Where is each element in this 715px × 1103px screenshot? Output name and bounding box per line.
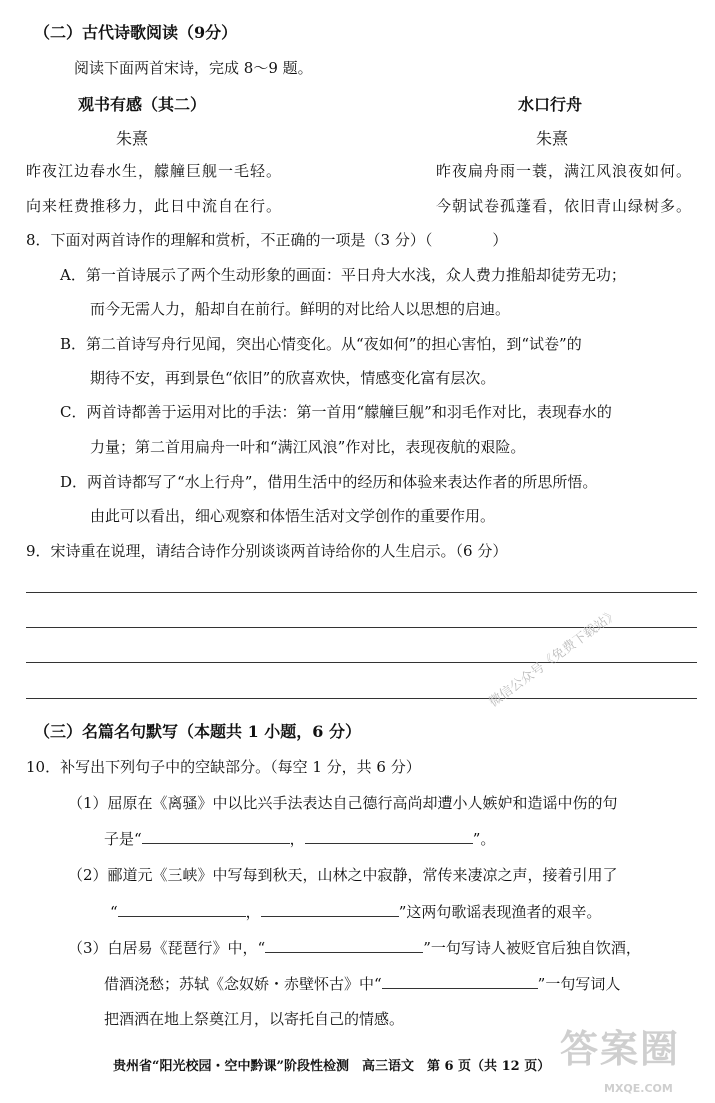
section-heading: （二）古代诗歌阅读（9分） — [34, 23, 238, 42]
corner-logo-url: MXQE.COM — [604, 1082, 673, 1095]
q10-item1-prefix: 子是“ — [104, 830, 142, 848]
q10-item2-end: ”这两句歌谣表现渔者的艰辛。 — [398, 903, 602, 921]
question-10-stem: 10．补写出下列句子中的空缺部分。（每空 1 分，共 6 分） — [26, 758, 421, 776]
q10-item3-line2b: ”一句写词人 — [537, 975, 621, 993]
q10-item3-line3: 把酒洒在地上祭奠江月，以寄托自己的情感。 — [104, 1010, 405, 1028]
fill-blank[interactable] — [305, 827, 473, 844]
watermark-text: 微信公众号《免费下载站》 — [486, 606, 622, 711]
q10-item2-prefix: “ — [110, 903, 118, 921]
question-9-stem: 9．宋诗重在说理，请结合诗作分别谈谈两首诗给你的人生启示。（6 分） — [26, 542, 508, 560]
answer-line[interactable] — [26, 592, 697, 593]
q10-item3-line2 — [104, 972, 620, 994]
answer-line[interactable] — [26, 662, 697, 663]
option-c-line1: C．两首诗都善于运用对比的手法：第一首用“艨艟巨舰”和羽毛作对比，表现春水的 — [60, 403, 612, 421]
poem1-author: 朱熹 — [116, 129, 149, 148]
poem1-line1: 昨夜江边春水生，艨艟巨舰一毛轻。 — [26, 162, 283, 180]
option-b-line1: B．第二首诗写舟行见闻，突出心情变化。从“夜如何”的担心害怕，到“试卷”的 — [60, 335, 582, 353]
poem1-line2: 向来枉费推移力，此日中流自在行。 — [26, 197, 283, 215]
q10-item3-line1 — [68, 936, 641, 958]
corner-logo-icon: 答案圈 — [560, 1027, 681, 1071]
fill-blank[interactable] — [261, 900, 399, 917]
q10-item2-line2 — [110, 900, 601, 922]
q10-item3-mid: ”一句写诗人被贬官后独自饮酒， — [423, 939, 641, 957]
poem1-title: 观书有感（其二） — [78, 95, 207, 114]
page-footer: 贵州省“阳光校园・空中黔课”阶段性检测 高三语文 第 6 页（共 12 页） — [113, 1059, 551, 1074]
fill-blank[interactable] — [118, 900, 246, 917]
option-b-line2: 期待不安，再到景色“依旧”的欣喜欢快，情感变化富有层次。 — [90, 369, 496, 387]
q10-item3-prefix: （3）白居易《琵琶行》中，“ — [68, 939, 266, 957]
fill-blank[interactable] — [142, 827, 290, 844]
q10-item2-sep: ， — [245, 903, 261, 921]
q10-item3-line2a: 借酒浇愁；苏轼《念奴娇・赤壁怀古》中“ — [104, 975, 382, 993]
option-d-line2: 由此可以看出，细心观察和体悟生活对文学创作的重要作用。 — [90, 507, 496, 525]
poem2-line1: 昨夜扁舟雨一蓑，满江风浪夜如何。 — [436, 162, 693, 180]
poem2-line2: 今朝试卷孤蓬看，依旧青山绿树多。 — [436, 197, 693, 215]
fill-blank[interactable] — [265, 936, 423, 953]
q10-item1-line2 — [104, 827, 495, 849]
fill-blank[interactable] — [382, 972, 538, 989]
poem2-title: 水口行舟 — [518, 95, 583, 114]
option-a-line2: 而今无需人力，船却自在前行。鲜明的对比给人以思想的启迪。 — [90, 300, 511, 318]
section-intro: 阅读下面两首宋诗，完成 8～9 题。 — [74, 59, 313, 77]
section3-heading: （三）名篇名句默写（本题共 1 小题，6 分） — [34, 722, 361, 741]
question-8-stem: 8．下面对两首诗作的理解和赏析，不正确的一项是（3 分）（ ） — [26, 231, 508, 249]
q10-item1-end: ”。 — [472, 830, 496, 848]
q10-item2-line1: （2）郦道元《三峡》中写每到秋天，山林之中寂静，常传来凄凉之声，接着引用了 — [68, 866, 618, 884]
option-d-line1: D．两首诗都写了“水上行舟”，借用生活中的经历和体验来表达作者的所思所悟。 — [60, 473, 598, 491]
poem2-author: 朱熹 — [536, 129, 569, 148]
q10-item1-sep: ， — [289, 830, 305, 848]
answer-line[interactable] — [26, 698, 697, 699]
option-a-line1: A．第一首诗展示了两个生动形象的画面：平日舟大水浅，众人费力推船却徒劳无功； — [60, 266, 626, 284]
q10-item1-line1: （1）屈原在《离骚》中以比兴手法表达自己德行高尚却遭小人嫉妒和造谣中伤的句 — [68, 794, 618, 812]
option-c-line2: 力量；第二首用扁舟一叶和“满江风浪”作对比，表现夜航的艰险。 — [90, 438, 526, 456]
